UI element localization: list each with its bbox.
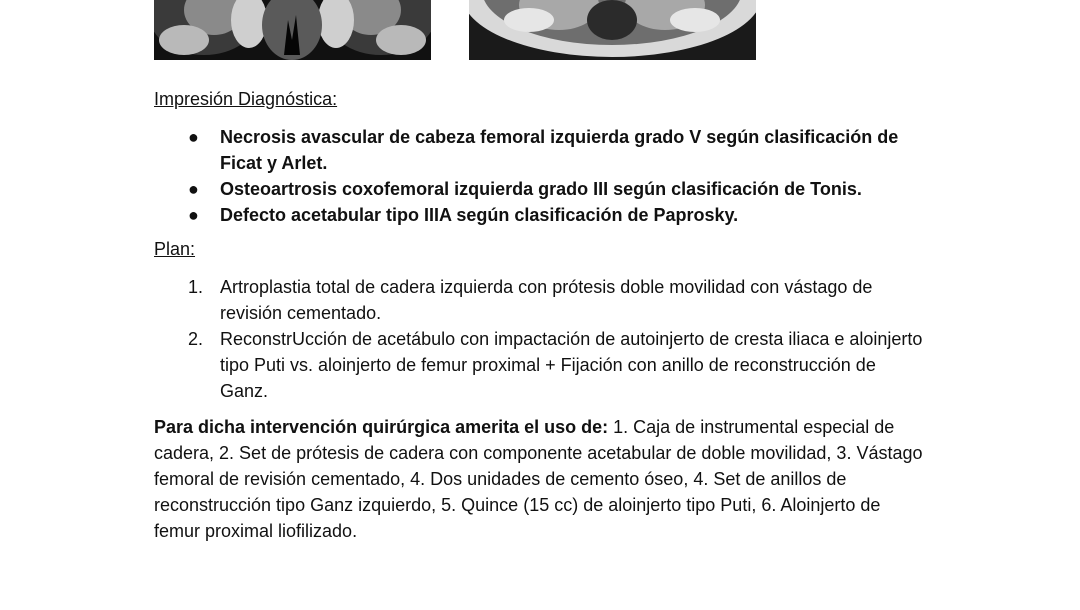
mri-image-right (469, 0, 756, 60)
list-item: 2. ReconstrUcción de acetábulo con impactación de autoinjerto de cresta iliaca e aloinjerto tipo Puti vs. aloinjerto de femur proximal + Fijación con anillo de reconstrucción de Ganz. (188, 329, 923, 401)
list-item: ● Osteoartrosis coxofemoral izquierda grado III según clasificación de Tonis. (154, 176, 924, 202)
list-item: ● Defecto acetabular tipo IIIA según clasificación de Paprosky. (154, 202, 924, 228)
intervention-lead: Para dicha intervención quirúrgica amerita el uso de: (154, 417, 609, 437)
bullet-icon: ● (188, 205, 199, 225)
bullet-icon: ● (188, 127, 199, 147)
list-item: 1. Artroplastia total de cadera izquierda con prótesis doble movilidad con vástago de revisión cementado. (188, 277, 873, 323)
diagnosis-list (154, 124, 924, 228)
bullet-icon: ● (188, 179, 199, 199)
document-body (154, 86, 924, 544)
intervention-body: 1. Caja de instrumental especial de cadera, 2. Set de prótesis de cadera con componente acetabular de doble movilidad, 3. Vástago femoral de revisión cementado, 4. Dos unidades de cemento óseo, 4. Set de anillos de reconstrucción tipo Ganz izquierdo, 5. Quince (15 cc) de aloinjerto tipo Puti, 6. Aloinjerto de femur proximal liofilizado. (154, 417, 923, 541)
plan-list (154, 274, 924, 404)
plan-heading: Plan: (154, 239, 196, 259)
list-item: ● Necrosis avascular de cabeza femoral izquierda grado V según clasificación de Ficat y Arlet. (154, 124, 924, 176)
diagnosis-heading: Impresión Diagnóstica: (154, 89, 338, 109)
intervention-paragraph (154, 414, 924, 544)
mri-image-left (154, 0, 431, 60)
